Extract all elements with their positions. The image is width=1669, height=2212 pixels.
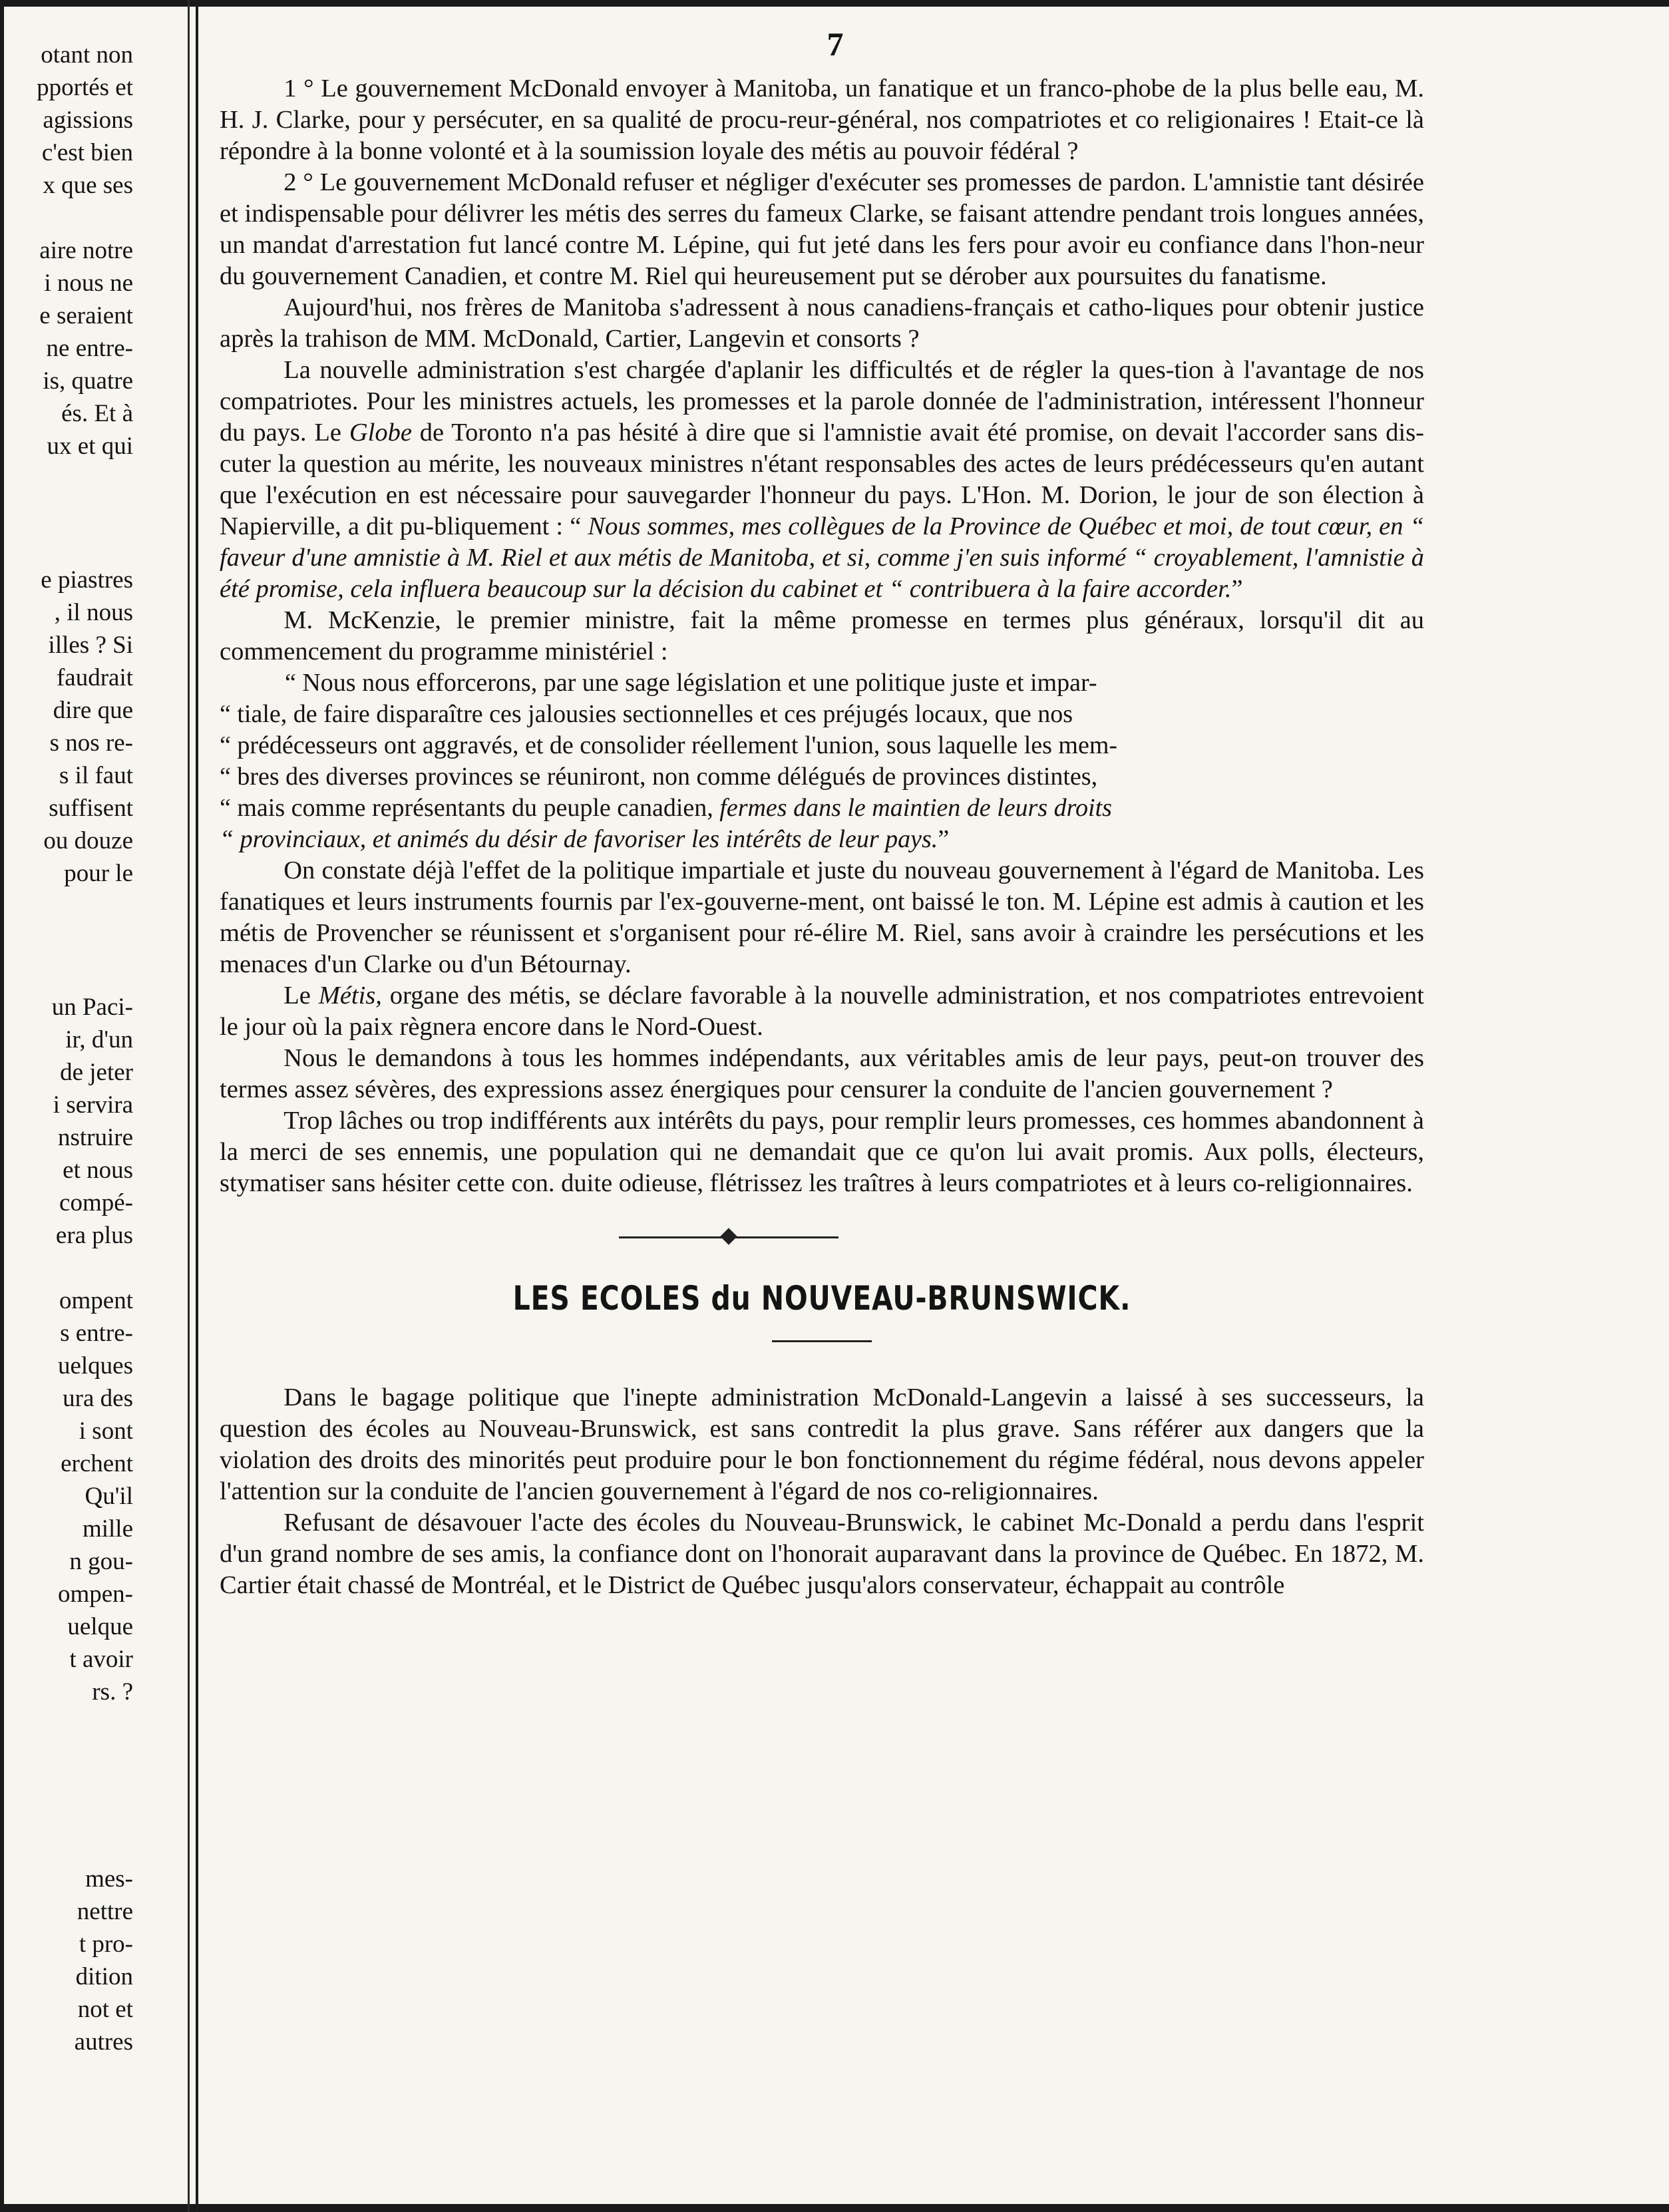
- left-cropped-column: [0, 39, 133, 2058]
- paragraph: M. McKenzie, le premier ministre, fait la même promesse en termes plus généraux, lorsqu'il dit au commencement du programme ministériel :: [220, 606, 1424, 665]
- left-column-line: ompen-: [57, 1580, 133, 1608]
- quote-text: “ mais comme représentants du peuple canadien,: [220, 794, 720, 822]
- paragraph: 1 ° Le gouvernement McDonald envoyer à Manitoba, un fanatique et un franco-phobe de la plus belle eau, M. H. J. Clarke, pour y persécuter, en sa qualité de procu-reur-général, nos compatriotes et co religionaires ! Etait-ce là répondre à la bonne volonté et à la soumission loyale des métis au pouvoir fédéral ?: [220, 75, 1424, 165]
- paragraph: Nous le demandons à tous les hommes indépendants, aux véritables amis de leur pays, peut-on trouver des termes assez sévères, des expressions assez énergiques pour censurer la conduite de l'ancien gouvernement ?: [220, 1044, 1424, 1103]
- dorion-quote: Nous sommes, mes collègues de la Province de Québec et moi, de tout cœur, en “ faveur d'une amnistie à M. Riel et aux métis de Manitoba, et si, comme j'en suis informé “ croyablement, l'amnistie à été promise, cela influera beaucoup sur la décision du cabinet et “ contribuera à la faire accorder.: [220, 512, 1425, 603]
- left-column-line: s nos re-: [49, 729, 133, 757]
- left-column-line: erchent: [61, 1450, 133, 1477]
- closing-quote-mark: ”: [1231, 575, 1243, 603]
- left-column-line: aire notre: [39, 237, 133, 264]
- paragraph: 2 ° Le gouvernement McDonald refuser et négliger d'exécuter ses promesses de pardon. L'amnistie tant désirée et indispensable pour délivrer les métis des serres du fameux Clarke, se faisant attendre pendant trois longues années, un mandat d'arrestation fut lancé contre M. Lépine, qui fut jeté dans les fers pour avoir eu confiance dans l'hon-neur du gouvernement Canadien, et contre M. Riel qui heureusement put se dérober aux poursuites du fanatisme.: [220, 168, 1424, 290]
- left-column-line: compé-: [59, 1189, 133, 1216]
- page-number: 7: [827, 25, 844, 63]
- quote-italic: “ provinciaux, et animés du désir de favoriser les intérêts de leur pays.: [220, 825, 938, 853]
- left-column-line: ura des: [63, 1385, 133, 1412]
- left-column-line: autres: [74, 2028, 133, 2056]
- left-column-line: de jeter: [60, 1059, 133, 1086]
- left-column-line: agissions: [43, 106, 133, 134]
- left-column-line: i servira: [53, 1091, 133, 1119]
- left-column-line: dire que: [53, 697, 133, 724]
- left-column-line: mille: [82, 1515, 133, 1543]
- paragraph: Aujourd'hui, nos frères de Manitoba s'adressent à nous canadiens-français et catho-liques pour obtenir justice après la trahison de MM. McDonald, Cartier, Langevin et consorts ?: [220, 293, 1424, 353]
- paragraph: [220, 355, 1424, 605]
- left-column-gap: [0, 462, 133, 564]
- left-column-line: ir, d'un: [65, 1026, 133, 1053]
- paragraph-text: Le: [283, 982, 319, 1010]
- paragraph: Dans le bagage politique que l'inepte administration McDonald-Langevin a laissé à ses successeurs, la question des écoles au Nouveau-Brunswick, est sans contredit la plus grave. Sans référer aux dangers que la violation des droits des minorités peut produire pour le bon fonctionnement du régime fédéral, nous devons appeler l'attention sur la conduite de l'ancien gouvernement à l'égard de nos co-religionnaires.: [220, 1383, 1424, 1505]
- quote-line: “ prédécesseurs ont aggravés, et de consolider réellement l'union, sous laquelle les mem-: [220, 731, 1118, 759]
- left-column-line: Qu'il: [85, 1483, 133, 1510]
- left-column-gap: [0, 202, 133, 234]
- quote-line: “ bres des diverses provinces se réuniront, non comme délégués de provinces distintes,: [220, 763, 1098, 791]
- newspaper-title-metis: Métis,: [318, 982, 382, 1010]
- paragraph-text: organe des métis, se déclare favorable à la nouvelle administration, et nos compatriotes entrevoient le jour où la paix règnera encore dans le Nord-Ouest.: [220, 982, 1424, 1041]
- newspaper-title-globe: Globe: [349, 419, 412, 447]
- section-heading: LES ECOLES du NOUVEAU-BRUNSWICK.: [512, 1279, 1131, 1318]
- paragraph: Trop lâches ou trop indifférents aux intérêts du pays, pour remplir leurs promesses, ces hommes abandonnent à la merci de ses ennemis, une population qui ne demandait que ce qu'on lui avait promis. Aux polls, électeurs, stymatiser sans hésiter cette con. duite odieuse, flétrissez les traîtres à leurs compatriotes et à leurs co-religionnaires.: [220, 1107, 1424, 1197]
- left-column-line: i sont: [79, 1417, 133, 1445]
- heading-rule: [772, 1340, 872, 1342]
- left-column-line: nettre: [77, 1898, 133, 1925]
- left-column-line: e piastres: [41, 566, 133, 594]
- left-column-line: ne entre-: [46, 335, 133, 362]
- left-column-line: et nous: [63, 1157, 133, 1184]
- left-column-line: pportés et: [37, 74, 133, 101]
- left-column-line: mes-: [85, 1865, 133, 1893]
- left-column-line: és. Et à: [61, 400, 133, 427]
- left-column-line: c'est bien: [41, 139, 133, 166]
- left-column-line: illes ? Si: [48, 632, 133, 659]
- left-column-line: un Paci-: [51, 994, 133, 1021]
- left-column-line: is, quatre: [43, 367, 133, 395]
- left-column-line: s entre-: [60, 1320, 133, 1347]
- left-column-line: otant non: [41, 41, 133, 69]
- left-column-line: suffisent: [49, 795, 133, 822]
- quote-line: [220, 824, 1424, 855]
- left-column-line: uelques: [57, 1352, 133, 1380]
- left-column-line: pour le: [64, 860, 133, 887]
- left-column-line: e seraient: [39, 302, 133, 329]
- left-column-line: dition: [75, 1963, 133, 1990]
- left-column-gap: [0, 1708, 133, 1863]
- paragraph: On constate déjà l'effet de la politique impartiale et juste du nouveau gouvernement à l'égard de Manitoba. Les fanatiques et leurs instruments fournis par l'ex-gouverne-ment, ont baissé le ton. M. Lépine est admis à caution et les métis de Provencher se réunissent et s'organisent pour ré-élire M. Riel, sans avoir à craindre les persécutions et les menaces d'un Clarke ou d'un Bétournay.: [220, 856, 1424, 978]
- left-column-line: , il nous: [54, 599, 133, 626]
- left-column-line: rs. ?: [92, 1678, 133, 1706]
- left-column-line: t avoir: [69, 1646, 133, 1673]
- left-column-line: ux et qui: [47, 433, 133, 460]
- left-column-line: ou douze: [43, 827, 133, 854]
- left-column-line: era plus: [55, 1222, 133, 1249]
- scan-border-bottom: [0, 2204, 1669, 2212]
- ornament-diamond: [720, 1228, 737, 1244]
- scan-border-top: [0, 0, 1669, 7]
- left-column-line: faudrait: [56, 664, 133, 691]
- closing-quote-mark: ”: [938, 825, 950, 853]
- paragraph-text: de Toronto n'a pas hésité à dire que si l'amnistie avait été promise, on devait l'accorder sans dis-cuter la question au mérite, les nouveaux ministres n'étant responsables des actes de leurs prédécesseurs qu'en autant que l'exécution en est nécessaire pour sauvegarder l'honneur du pays. L'Hon. M. Dorion, le jour de son élection à Napierville, a dit pu-bliquement : “: [220, 419, 1424, 540]
- quote-line: “ Nous nous efforcerons, par une sage législation et une politique juste et impar-: [285, 669, 1097, 697]
- paragraph: [220, 980, 1424, 1043]
- left-column-gap: [0, 1252, 133, 1284]
- left-column-line: uelque: [67, 1613, 133, 1640]
- quote-line: [220, 793, 1424, 824]
- left-column-gap: [0, 890, 133, 991]
- left-column-line: x que ses: [43, 172, 133, 199]
- left-column-line: nstruire: [57, 1124, 133, 1151]
- left-column-line: i nous ne: [44, 270, 133, 297]
- left-column-line: ompent: [59, 1287, 133, 1314]
- left-column-line: s il faut: [59, 762, 133, 789]
- main-column: [220, 20, 1424, 1601]
- quote-line: “ tiale, de faire disparaître ces jalousies sectionnelles et ces préjugés locaux, que nos: [220, 700, 1073, 728]
- left-column-line: not et: [77, 1996, 133, 2023]
- paragraph-text: La nouvelle administration s'est chargée d'aplanir les difficultés et de régler la ques-tion à l'avantage de nos compatriotes. Pour les ministres actuels, les promesses et la parole donnée de l'administration, intéressent l'honneur du pays. Le: [220, 356, 1424, 447]
- left-column-line: n gou-: [69, 1548, 133, 1575]
- section-ornament: [220, 1214, 1424, 1260]
- paragraph: Refusant de désavouer l'acte des écoles du Nouveau-Brunswick, le cabinet Mc-Donald a perdu dans l'esprit d'un grand nombre de ses amis, la confiance dont on l'honorait auparavant dans la province de Québec. En 1872, M. Cartier était chassé de Montréal, et le District de Québec jusqu'alors conservateur, échappait au contrôle: [220, 1509, 1424, 1599]
- left-column-line: t pro-: [79, 1931, 133, 1958]
- quote-italic: fermes dans le maintien de leurs droits: [719, 794, 1112, 822]
- column-rule: [188, 0, 190, 2212]
- column-rule: [196, 0, 198, 2212]
